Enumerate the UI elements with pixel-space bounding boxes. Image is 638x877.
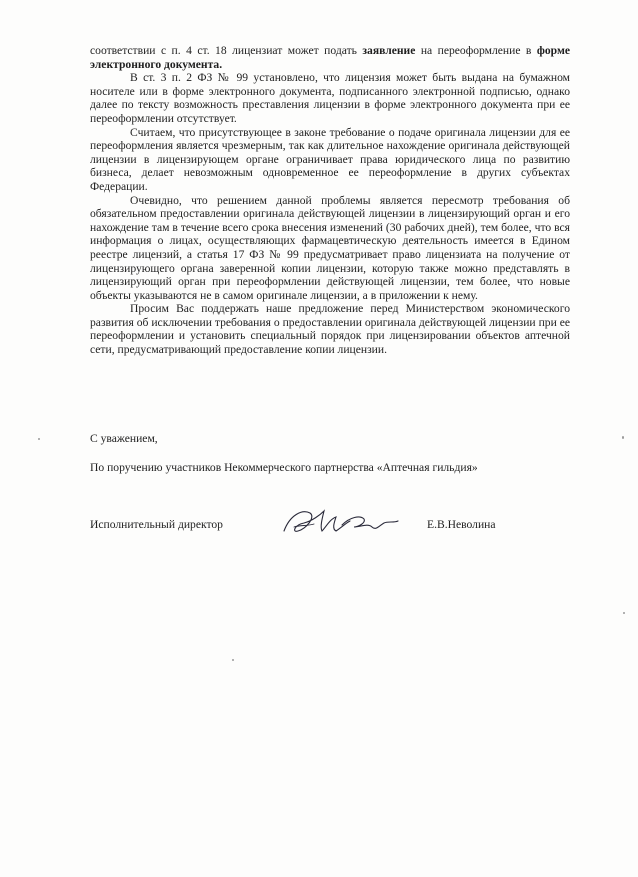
paragraph xyxy=(90,126,570,194)
text-run: на переоформление в xyxy=(415,44,537,57)
bold-text: заявление xyxy=(362,44,416,57)
text-run: Очевидно, что решением данной проблемы является пересмотр требования об обязательном предоставлении оригинала действующей лицензии в лицензирующий орган и его нахождение там в течение всего срока внесения изменений (30 рабочих дней), тем более, что вся информация о лицах, осуществляющих фармацевтическую деятельность имеется в Едином реестре лицензий, а статья 17 ФЗ № 99 предусматривает право лицензиата на получение от лицензирующего органа заверенной копии лицензии, которую также можно представлять в лицензирующий орган при переоформлении действующей лицензии, тем более, что новые объекты указываются не в самом оригинале лицензии, а в приложении к нему. xyxy=(90,193,570,302)
scan-speck xyxy=(623,612,625,614)
scan-speck xyxy=(38,438,40,440)
paragraph xyxy=(90,44,570,71)
bold-text: форме электронного документа. xyxy=(90,44,570,71)
signatory-name: Е.В.Неволина xyxy=(427,518,496,531)
text-run: Просим Вас поддержать наше предложение перед Министерством экономического развития об исключении требования о предоставлении оригинала действующей лицензии при ее переоформлении и установить специальный порядок при лицензировании объектов аптечной сети, предусматривающий предоставление копии лицензии. xyxy=(90,302,570,357)
scan-speck xyxy=(622,436,624,439)
scan-speck xyxy=(232,659,234,661)
on-behalf-line: По поручению участников Некоммерческого партнерства «Аптечная гильдия» xyxy=(90,461,478,474)
paragraph xyxy=(90,71,570,125)
paragraph xyxy=(90,194,570,303)
paragraph xyxy=(90,302,570,356)
signatory-title: Исполнительный директор xyxy=(90,518,223,531)
text-run: соответствии с п. 4 ст. 18 лицензиат может подать xyxy=(90,44,363,57)
signature-row xyxy=(90,518,570,540)
text-run: В ст. 3 п. 2 ФЗ № 99 установлено, что лицензия может быть выдана на бумажном носителе или в форме электронного документа, подписанного электронной подписью, однако далее по тексту возможность преставления лицензии в форме электронного документа при ее переоформлении отсутствует. xyxy=(90,71,570,125)
closing-line: С уважением, xyxy=(90,432,158,445)
handwritten-signature-icon xyxy=(280,505,405,541)
letter-body xyxy=(90,44,570,357)
text-run: Считаем, что присутствующее в законе требование о подаче оригинала лицензии для ее переоформления является чрезмерным, так как длительное нахождение оригинала действующей лицензии в лицензирующем органе ограничивает права юридического лица по развитию бизнеса, делает невозможным одновременное ее переоформление в других субъектах Федерации. xyxy=(90,125,570,193)
